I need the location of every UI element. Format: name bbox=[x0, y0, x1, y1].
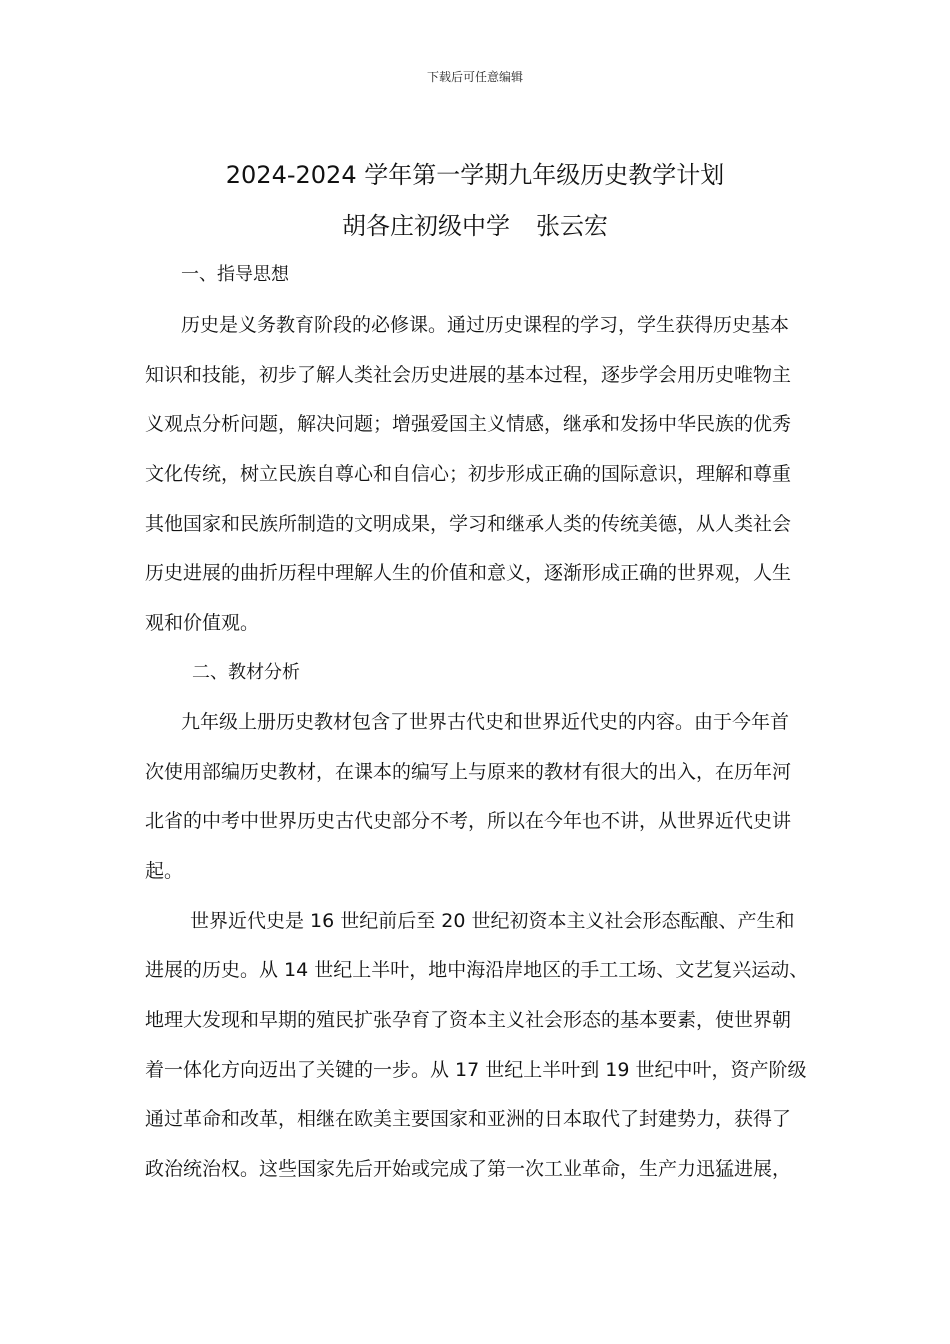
paragraph-line: 地理大发现和早期的殖民扩张孕育了资本主义社会形态的基本要素，使世界朝 bbox=[145, 1009, 792, 1031]
document-title: 2024-2024 学年第一学期九年级历史教学计划 bbox=[225, 161, 725, 189]
paragraph-line: 通过革命和改革，相继在欧美主要国家和亚洲的日本取代了封建势力，获得了 bbox=[145, 1108, 792, 1130]
paragraph-line: 九年级上册历史教材包含了世界古代史和世界近代史的内容。由于今年首 bbox=[181, 711, 790, 733]
author-line bbox=[0, 211, 950, 241]
paragraph-line: 世界近代史是 16 世纪前后至 20 世纪初资本主义社会形态酝酿、产生和 bbox=[190, 910, 795, 932]
paragraph-line: 文化传统，树立民族自尊心和自信心；初步形成正确的国际意识，理解和尊重 bbox=[145, 463, 792, 485]
paragraph-line: 进展的历史。从 14 世纪上半叶，地中海沿岸地区的手工工场、文艺复兴运动、 bbox=[145, 959, 809, 981]
paragraph-line: 北省的中考中世界历史古代史部分不考，所以在今年也不讲，从世界近代史讲 bbox=[145, 810, 792, 832]
paragraph-line: 观和价值观。 bbox=[145, 612, 260, 634]
download-note: 下载后可任意编辑 bbox=[426, 70, 523, 84]
paragraph-line: 历史是义务教育阶段的必修课。通过历史课程的学习，学生获得历史基本 bbox=[181, 314, 790, 336]
paragraph-line: 起。 bbox=[145, 860, 184, 882]
school-name: 胡各庄初级中学 bbox=[342, 212, 510, 240]
paragraph-line: 历史进展的曲折历程中理解人生的价值和意义，逐渐形成正确的世界观，人生 bbox=[145, 562, 792, 584]
paragraph-line: 次使用部编历史教材，在课本的编写上与原来的教材有很大的出入，在历年河 bbox=[145, 761, 792, 783]
paragraph-line: 其他国家和民族所制造的文明成果，学习和继承人类的传统美德，从人类社会 bbox=[145, 513, 792, 535]
paragraph-line: 知识和技能，初步了解人类社会历史进展的基本过程，逐步学会用历史唯物主 bbox=[145, 364, 792, 386]
section-heading-textbook-analysis: 二、教材分析 bbox=[192, 662, 300, 683]
paragraph-line: 义观点分析问题，解决问题；增强爱国主义情感，继承和发扬中华民族的优秀 bbox=[145, 413, 792, 435]
paragraph-line: 政治统治权。这些国家先后开始或完成了第一次工业革命，生产力迅猛进展， bbox=[145, 1158, 792, 1180]
author-name: 张云宏 bbox=[536, 212, 608, 240]
paragraph-line: 着一体化方向迈出了关键的一步。从 17 世纪上半叶到 19 世纪中叶，资产阶级 bbox=[145, 1059, 807, 1081]
section-heading-guiding-thought: 一、指导思想 bbox=[181, 264, 289, 285]
